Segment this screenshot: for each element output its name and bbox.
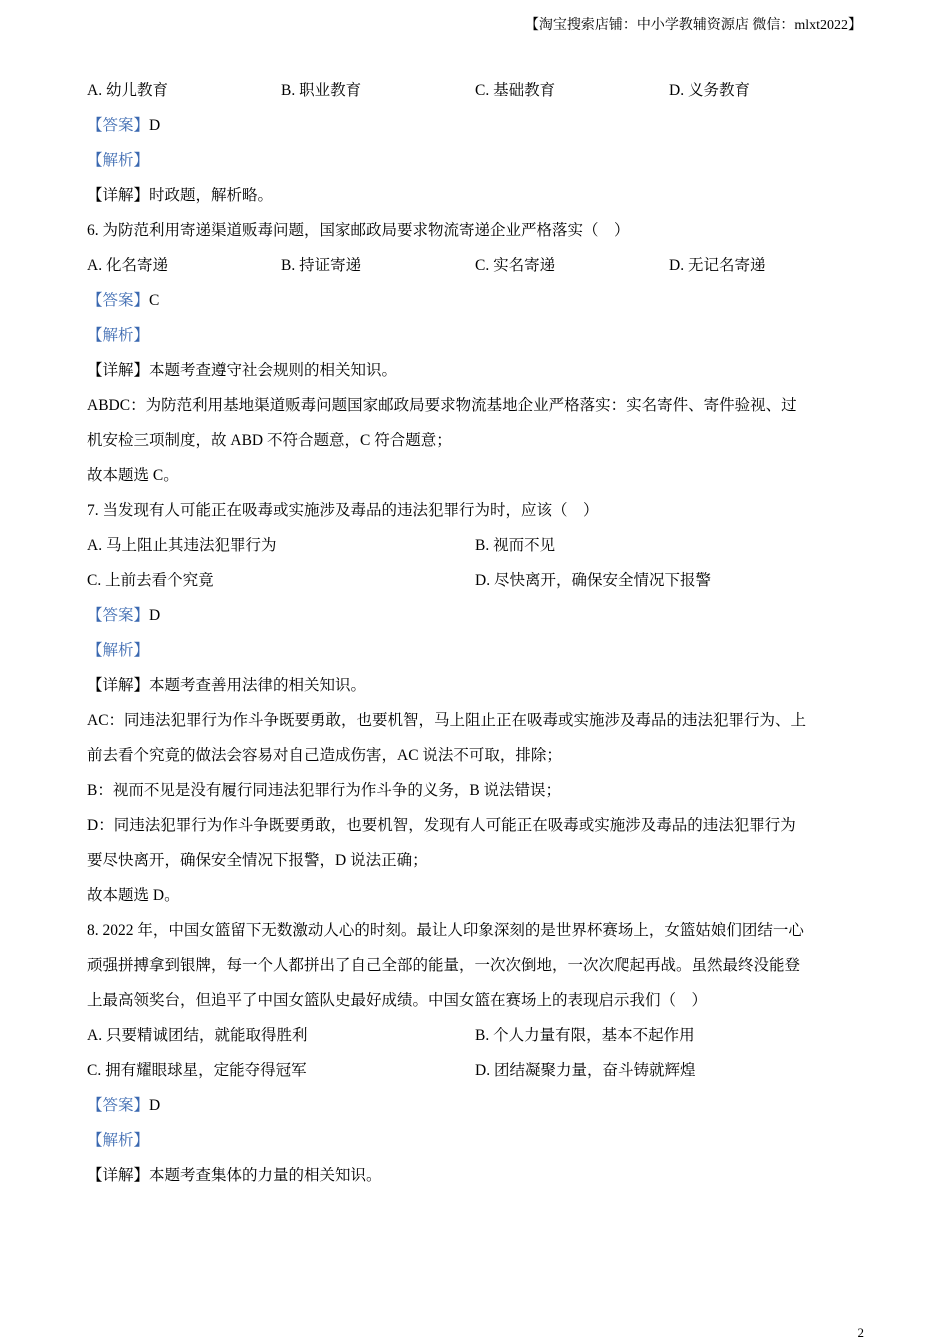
q7-option-a: A. 马上阻止其违法犯罪行为	[87, 537, 277, 554]
q5-analysis	[87, 143, 865, 178]
q7-conclusion: 故本题选 D。	[87, 887, 180, 904]
q8-options-row1	[87, 1018, 865, 1053]
q6-option-d: D. 无记名寄递	[669, 257, 766, 274]
q5-option-a: A. 幼儿教育	[87, 82, 168, 99]
q8-option-a: A. 只要精诚团结，就能取得胜利	[87, 1027, 308, 1044]
answer-value: D	[149, 117, 161, 134]
q6-answer	[87, 283, 865, 318]
q7-option-b: B. 视而不见	[475, 537, 556, 554]
q7-analysis	[87, 633, 865, 668]
q7-explanation-line: AC：同违法犯罪行为作斗争既要勇敢，也要机智，马上阻止正在吸毒或实施涉及毒品的违法犯罪行为、上	[87, 712, 807, 729]
detail-text: 本题考查集体的力量的相关知识。	[149, 1167, 382, 1184]
q6-explanation-line: 机安检三项制度，故 ABD 不符合题意，C 符合题意；	[87, 432, 452, 449]
q5-option-b: B. 职业教育	[281, 82, 362, 99]
q8-option-d: D. 团结凝聚力量，奋斗铸就辉煌	[475, 1062, 696, 1079]
analysis-tag: 【解析】	[87, 327, 150, 344]
q6-explanation-line: ABDC：为防范利用基地渠道贩毒问题国家邮政局要求物流基地企业严格落实：实名寄件、寄件验视、过	[87, 397, 797, 414]
q6-stem: 6. 为防范利用寄递渠道贩毒问题，国家邮政局要求物流寄递企业严格落实（ ）	[87, 222, 630, 239]
q5-options	[87, 73, 865, 108]
q8-stem-line: 顽强拼搏拿到银牌，每一个人都拼出了自己全部的能量，一次次倒地，一次次爬起再战。虽然最终没能登	[87, 957, 801, 974]
q5-answer	[87, 108, 865, 143]
answer-tag: 【答案】	[87, 117, 150, 134]
detail-tag: 【详解】	[87, 187, 150, 204]
q8-detail	[87, 1158, 865, 1193]
answer-value: C	[149, 292, 160, 309]
analysis-tag: 【解析】	[87, 1132, 150, 1149]
q8-options-row2	[87, 1053, 865, 1088]
answer-tag: 【答案】	[87, 607, 150, 624]
answer-tag: 【答案】	[87, 1097, 150, 1114]
q7-explanation-line: 前去看个究竟的做法会容易对自己造成伤害，AC 说法不可取，排除；	[87, 747, 562, 764]
q5-option-c: C. 基础教育	[475, 82, 556, 99]
q6-options	[87, 248, 865, 283]
answer-value: D	[149, 607, 161, 624]
answer-tag: 【答案】	[87, 292, 150, 309]
q6-option-c: C. 实名寄递	[475, 257, 556, 274]
answer-value: D	[149, 1097, 161, 1114]
q7-explanation-line: B：视而不见是没有履行同违法犯罪行为作斗争的义务，B 说法错误；	[87, 782, 562, 799]
q8-answer	[87, 1088, 865, 1123]
q7-stem: 7. 当发现有人可能正在吸毒或实施涉及毒品的违法犯罪行为时，应该（ ）	[87, 502, 599, 519]
q6-conclusion: 故本题选 C。	[87, 467, 179, 484]
q7-answer	[87, 598, 865, 633]
q8-option-b: B. 个人力量有限，基本不起作用	[475, 1027, 695, 1044]
q6-detail	[87, 353, 865, 388]
q7-options-row1	[87, 528, 865, 563]
q5-option-d: D. 义务教育	[669, 82, 750, 99]
q7-explanation-line: D：同违法犯罪行为作斗争既要勇敢，也要机智，发现有人可能正在吸毒或实施涉及毒品的违法犯罪行为	[87, 817, 796, 834]
q7-option-d: D. 尽快离开，确保安全情况下报警	[475, 572, 711, 589]
q7-option-c: C. 上前去看个究竟	[87, 572, 214, 589]
analysis-tag: 【解析】	[87, 642, 150, 659]
q6-option-b: B. 持证寄递	[281, 257, 362, 274]
q8-analysis	[87, 1123, 865, 1158]
q7-explanation-line: 要尽快离开，确保安全情况下报警，D 说法正确；	[87, 852, 428, 869]
document-body	[87, 73, 865, 1193]
q8-stem-line: 上最高领奖台，但追平了中国女篮队史最好成绩。中国女篮在赛场上的表现启示我们（ ）	[87, 992, 708, 1009]
q5-detail	[87, 178, 865, 213]
detail-text: 本题考查善用法律的相关知识。	[149, 677, 367, 694]
page-header: 【淘宝搜索店铺：中小学教辅资源店 微信：mlxt2022】	[524, 18, 862, 33]
q6-option-a: A. 化名寄递	[87, 257, 168, 274]
q7-options-row2	[87, 563, 865, 598]
q7-detail	[87, 668, 865, 703]
detail-tag: 【详解】	[87, 362, 150, 379]
page-number: 2	[857, 1325, 864, 1340]
analysis-tag: 【解析】	[87, 152, 150, 169]
q8-stem-line: 8. 2022 年，中国女篮留下无数激动人心的时刻。最让人印象深刻的是世界杯赛场上，女篮姑娘们团结一心	[87, 922, 804, 939]
detail-text: 本题考查遵守社会规则的相关知识。	[149, 362, 398, 379]
detail-text: 时政题，解析略。	[149, 187, 274, 204]
detail-tag: 【详解】	[87, 1167, 150, 1184]
detail-tag: 【详解】	[87, 677, 150, 694]
q6-analysis	[87, 318, 865, 353]
q8-option-c: C. 拥有耀眼球星，定能夺得冠军	[87, 1062, 307, 1079]
